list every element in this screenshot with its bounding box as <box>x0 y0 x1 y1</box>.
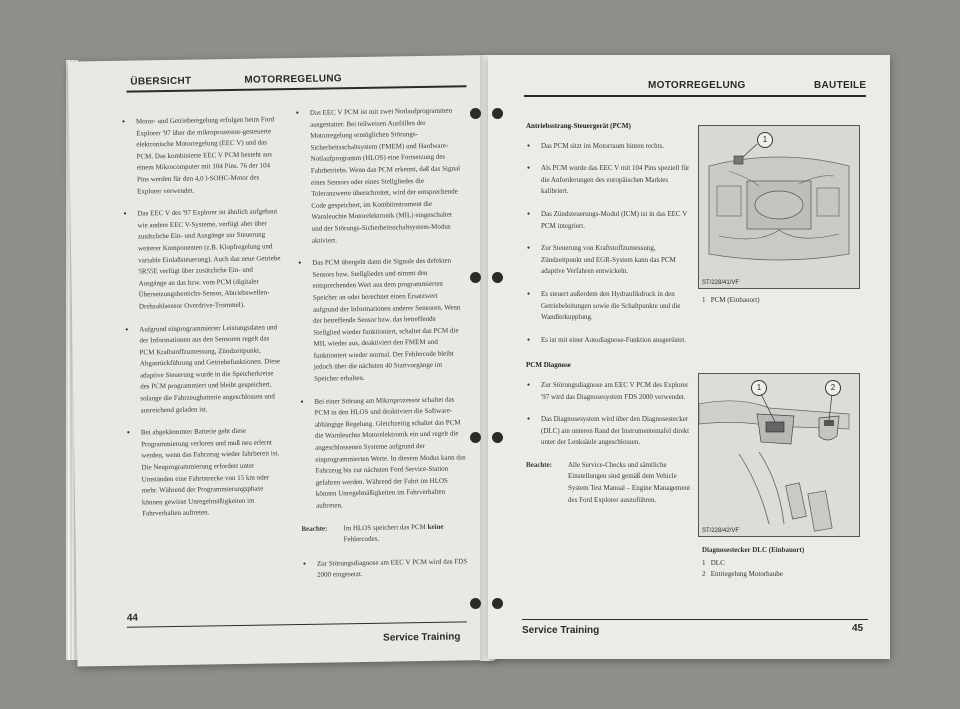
left-header-section: ÜBERSICHT <box>130 75 192 88</box>
pcm-section-title: Antriebsstrang-Steuergerät (PCM) <box>526 122 631 130</box>
callout-1: 1 <box>751 380 767 396</box>
hlos-note <box>301 521 467 547</box>
right-page-number: 45 <box>852 623 864 634</box>
left-column-1 <box>121 114 285 531</box>
right-footer-rule <box>522 619 868 620</box>
note-label: Beachte: <box>301 524 328 533</box>
list-item: ● Das EEC V PCM ist mit zwei Notlaufprogrammen ausgestattet: Bei teilweisen Ausfällen der Motorregelung ermöglichen Störungs-Sicherheitsschaltsystem (FMEM) und Hardware-Notlaufprogramm (HLOS) eine Fortsetzung des Fahrbetriebs. Wenn das PCM erkennt, daß das Signal eines Sensors oder eines Stellgliedes die Toleranzwerte überschreitet, wird der entsprechende Code gespeichert, im Kombiinstrument die Warnleuchte Motorelektronik (MIL) eingeschaltet und der Störungs-Sicherheitsschaltsystem-Modus aktiviert. <box>295 105 463 247</box>
binder-hole <box>492 432 503 443</box>
binder-hole <box>470 432 481 443</box>
dlc-figure <box>698 373 860 537</box>
left-column-2 <box>295 105 469 593</box>
list-item: ● Motor- und Getrieberegelung erfolgen beim Ford Explorer '97 über die mikroprozessor-gesteuerte elektronische Motorregelung (EEC V) und das PCM. Das kombinierte EEC V PCM besteht aus einem Mikrocomputer mit 104 Pins. 76 der 104 Pins werden für den 4,0 l-SOHC-Motor des Explorer verwendet. <box>121 114 280 198</box>
left-footer-brand: Service Training <box>383 631 461 644</box>
binder-hole <box>492 108 503 119</box>
binder-hole <box>492 598 503 609</box>
binder-hole <box>492 272 503 283</box>
right-header-title: MOTORREGELUNG <box>648 80 746 91</box>
note-text: Alle Service-Checks und sämtliche Einstellungen sind gemäß dem Vehicle System Test Manual – Engine Management des Ford Explorer auszuführen. <box>568 460 691 504</box>
right-text-column <box>526 121 696 518</box>
list-item: ● Zur Steuerung von Kraftstoffzumessung, Zündzeitpunkt und EGR-System kann das PCM adaptive Verfahren entwickeln. <box>526 243 696 278</box>
list-item: ● Das EEC V des '97 Explorer ist ähnlich aufgebaut wie andere EEC V-Systeme, verfügt aber über zusätzliche Ein- und Ausgänge zur Steuerung weiterer Komponenten (z.B. Klopfregelung und variable Einlaßsteuerung). Auch das neue Getriebe 5R55E verfügt über zusätzliche Ein- und Ausgänge an das bzw. vom PCM (digitaler Übersetzungsbereichs-Sensor, Abtriebswellen-Drehzahlsensor Overdrive-Trommel). <box>122 206 282 313</box>
figure2-caption-title: Diagnosestecker DLC (Einbauort) <box>702 546 805 554</box>
callout-1: 1 <box>757 132 773 148</box>
list-item: ● Als PCM wurde das EEC V mit 104 Pins speziell für die Anforderungen des europäischen Marktes kalibriert. <box>526 163 696 198</box>
left-footer-rule <box>127 621 467 627</box>
binder-hole <box>470 598 481 609</box>
binder-hole <box>470 108 481 119</box>
figure-ref: ST/228/42/VF <box>702 528 740 534</box>
list-item: ● Zur Störungsdiagnose am EEC V PCM wird das FDS 2000 eingesetzt. <box>302 556 468 582</box>
dlc-drawing <box>699 374 859 536</box>
engine-bay-figure <box>698 125 860 289</box>
note-text: Im HLOS speichert das PCM keine Fehlercodes. <box>343 522 444 544</box>
figure1-caption: 1 PCM (Einbauort) <box>702 296 760 304</box>
list-item: ● Bei einer Störung am Mikroprozessor schaltet das PCM in den HLOS und deaktiviert die Software-abhängige Regelung. Gleichzeitig schaltet das PCM die Warnleuchte Motorelektronik ein und regelt die angeschlossenen Systeme aufgrund der einprogrammierten Werte. In diesem Modus kann das Fahrzeug bis zur nächsten Ford Service-Station gefahren werden. Während der Fahrt im HLOS können Unregelmäßigkeiten im Fahrverhalten auftreten. <box>299 394 467 513</box>
engine-bay-drawing <box>699 126 859 288</box>
right-footer-brand: Service Training <box>522 625 600 636</box>
left-page-number: 44 <box>126 612 139 624</box>
figure2-caption-item: 2 Entriegelung Motorhaube <box>702 570 783 578</box>
left-header-title: MOTORREGELUNG <box>244 73 343 86</box>
right-page <box>488 55 890 659</box>
list-item: ● Das Zündsteuerungs-Modul (ICM) ist in das EEC V PCM integriert. <box>526 209 696 232</box>
list-item: ● Zur Störungsdiagnose am EEC V PCM des Explorer '97 wird das Diagnosesystem FDS 2000 verwendet. <box>526 380 696 403</box>
list-item: ● Das PCM übergeht dann die Signale des defekten Sensors bzw. Stellgliedes und nimmt den entsprechenden Wert aus dem programmierten Speicher an oder berechnet einen Ersatzwert aufgrund der Informationen anderer Sensoren. Wenn der betreffende Sensor bzw. das betreffende Stellglied wieder funktioniert, schaltet das PCM die MIL wieder aus, deaktiviert den FMEM und funktioniert wieder normal. Der Fehlercode bleibt jedoch über die nächsten 40 Startvorgänge im Speicher erhalten. <box>297 256 465 386</box>
service-note <box>526 460 696 506</box>
figure2-caption-item: 1 DLC <box>702 559 725 567</box>
binder-hole <box>470 272 481 283</box>
callout-2: 2 <box>825 380 841 396</box>
list-item: ● Das Diagnosesystem wird über den Diagnosestecker (DLC) am unteren Rand der Instrumententafel direkt unter der Lenksäule angeschlossen. <box>526 414 696 449</box>
list-item: ● Bei abgeklemmter Batterie geht diese Programmierung verloren und muß neu erlernt werden, wenn das Fahrzeug wieder fahrbereit ist. Die Neuprogrammierung erfordert unter Umständen eine Fahrtstrecke von 15 km oder mehr. Während der Programmierungsphase können gewisse Unregelmäßigkeiten im Fahrverhalten auftreten. <box>126 425 285 520</box>
figure-ref: ST/228/41/VF <box>702 280 740 286</box>
list-item: ● Das PCM sitzt im Motorraum hinten rechts. <box>526 141 696 153</box>
note-label: Beachte: <box>526 460 553 469</box>
list-item: ● Es ist mit einer Autodiagnose-Funktion ausgerüstet. <box>526 335 696 347</box>
right-header-section: BAUTEILE <box>814 80 867 91</box>
left-page <box>68 55 495 666</box>
diagnosis-section-title: PCM Diagnose <box>526 361 571 370</box>
list-item: ● Es steuert außerdem den Hydraulikdruck in den Getriebeleitungen sowie die Schaltpunkte und die Wandlerkupplung. <box>526 289 696 324</box>
right-header-rule <box>524 95 866 97</box>
list-item: ● Aufgrund einprogrammierter Leistungsdaten und der Informationen aus den Sensoren regelt das PCM Kraftstoffzumessung, Zündzeitpunkt, Abgasrückführung und Getriebefunktionen. Diese adaptive Steuerung wurde in die Speicherkreise des PCM programmiert und bleibt gespeichert, solange die Fahrzeugbatterie angeschlossen und ausreichend geladen ist. <box>124 322 283 417</box>
